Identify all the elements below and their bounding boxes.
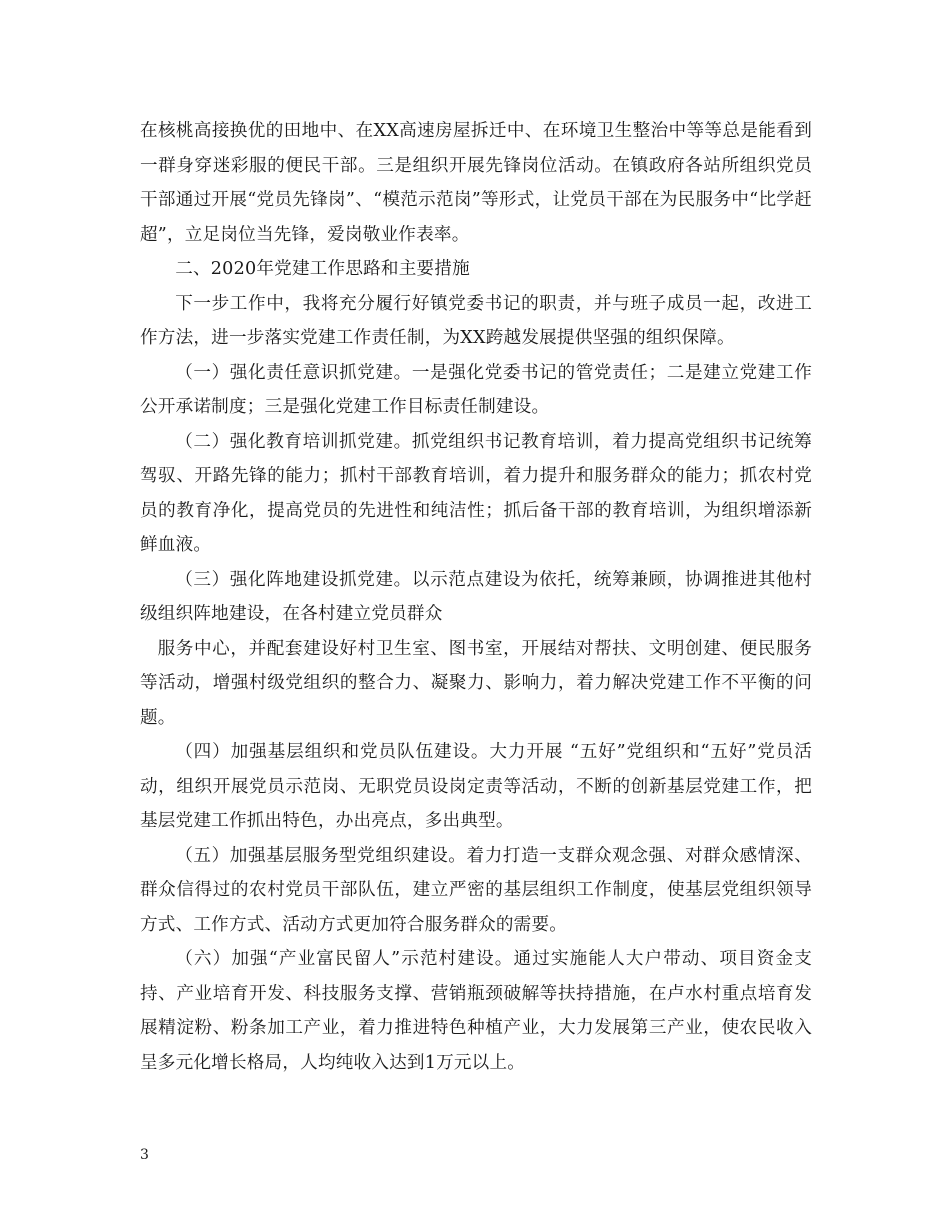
paragraph-item-4: （四）加强基层组织和党员队伍建设。大力开展 “五好”党组织和“五好”党员活动，组织开展党员示范岗、无职党员设岗定责等活动，不断的创新基层党建工作，把基层党建工作抓出特色，办出亮点，多出典型。 <box>140 742 812 831</box>
paragraph-item-6: （六）加强“产业富民留人”示范村建设。通过实施能人大户带动、项目资金支持、产业培育开发、科技服务支撑、营销瓶颈破解等扶持措施，在卢水村重点培育发展精淀粉、粉条加工产业，着力推进特色种植产业，大力发展第三产业，使农民收入呈多元化增长格局，人均纯收入达到1万元以上。 <box>140 949 812 1073</box>
page-number: 3 <box>140 1147 149 1163</box>
paragraph-item-2: （二）强化教育培训抓党建。抓党组织书记教育培训，着力提高党组织书记统筹驾驭、开路先锋的能力；抓村干部教育培训，着力提升和服务群众的能力；抓农村党员的教育净化，提高党员的先进性和纯洁性；抓后备干部的教育培训，为组织增添新鲜血液。 <box>140 431 812 555</box>
paragraph-item-3-continued: 服务中心，并配套建设好村卫生室、图书室，开展结对帮扶、文明创建、便民服务等活动，增强村级党组织的整合力、凝聚力、影响力，着力解决党建工作不平衡的问题。 <box>140 638 812 728</box>
document-body <box>140 114 812 1080</box>
paragraph-continuation: 在核桃高接换优的田地中、在XX高速房屋拆迁中、在环境卫生整治中等等总是能看到一群身穿迷彩服的便民干部。三是组织开展先锋岗位活动。在镇政府各站所组织党员干部通过开展“党员先锋岗”、“模范示范岗”等形式，让党员干部在为民服务中“比学赶超”，立足岗位当先锋，爱岗敬业作表率。 <box>140 121 812 245</box>
paragraph-item-3: （三）强化阵地建设抓党建。以示范点建设为依托，统筹兼顾，协调推进其他村级组织阵地建设，在各村建立党员群众 <box>140 569 812 624</box>
paragraph-item-5: （五）加强基层服务型党组织建设。着力打造一支群众观念强、对群众感情深、群众信得过的农村党员干部队伍，建立严密的基层组织工作制度，使基层党组织领导方式、工作方式、活动方式更加符合服务群众的需要。 <box>140 845 812 935</box>
paragraph-intro: 下一步工作中，我将充分履行好镇党委书记的职责，并与班子成员一起，改进工作方法，进一步落实党建工作责任制，为XX跨越发展提供坚强的组织保障。 <box>140 293 812 348</box>
paragraph-item-1: （一）强化责任意识抓党建。一是强化党委书记的管党责任；二是建立党建工作公开承诺制度；三是强化党建工作目标责任制建设。 <box>140 362 812 417</box>
section-heading: 二、2020年党建工作思路和主要措施 <box>175 259 470 279</box>
